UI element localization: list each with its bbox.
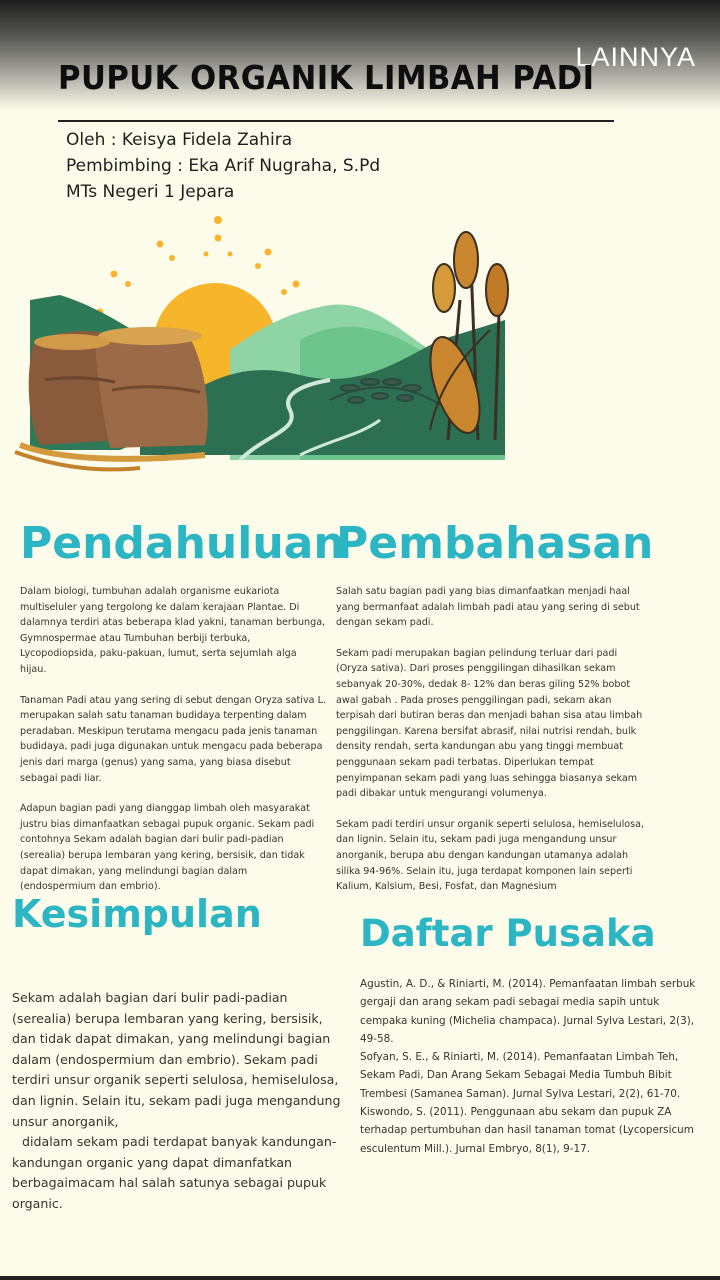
paragraph: Dalam biologi, tumbuhan adalah organisme eukariota multiseluler yang tergolong ke dalam kerajaan Plantae. Di dalamnya terdiri atas beberapa klad yakni, tanaman berbunga, Gymnospermae atau Tumbuhan berbiji terbuka, Lycopodiopsida, paku-pakuan, lumut, serta sejumlah alga hijau. xyxy=(20,586,326,675)
title-divider xyxy=(58,120,614,122)
rice-harvest-illustration xyxy=(0,200,720,500)
pembahasan-body xyxy=(336,584,648,910)
author-line: Oleh : Keisya Fidela Zahira xyxy=(66,130,293,150)
daftar-pusaka-heading: Daftar Pusaka xyxy=(360,912,656,955)
page-title: PUPUK ORGANIK LIMBAH PADI xyxy=(58,58,595,97)
kesimpulan-body xyxy=(12,988,348,1215)
pendahuluan-body xyxy=(20,584,326,910)
pendahuluan-heading: Pendahuluan xyxy=(20,518,345,569)
paragraph: Tanaman Padi atau yang sering di sebut dengan Oryza sativa L. merupakan salah satu tanaman budidaya terpenting dalam peradaban. Meskipun terutama mengacu pada jenis tanaman budidaya, padi juga digunakan untuk mengacu pada beberapa jenis dari marga (genus) yang sama, yang biasa disebut sebagai padi liar. xyxy=(20,694,326,784)
list-item: Sofyan, S. E., & Riniarti, M. (2014). Pemanfaatan Limbah Teh, Sekam Padi, Dan Arang Sekam Sebagai Media Tumbuh Bibit Trembesi (Samanea Saman). Jurnal Sylva Lestari, 2(2), 61-70. xyxy=(360,1051,681,1100)
pembahasan-heading: Pembahasan xyxy=(336,518,654,569)
paragraph: didalam sekam padi terdapat banyak kandungan-kandungan organic yang dapat dimanfatkan berbagaimacam hal salah satunya sebagai pupuk organic. xyxy=(12,1134,337,1211)
list-item: Agustin, A. D., & Riniarti, M. (2014). Pemanfaatan limbah serbuk gergaji dan arang sekam padi sebagai media sapih untuk cempaka kuning (Michelia champaca). Jurnal Sylva Lestari, 2(3), 49-58. xyxy=(360,978,696,1045)
paragraph: Salah satu bagian padi yang bias dimanfaatkan menjadi haal yang bermanfaat adalah limbah padi atau yang sering di sebut dengan sekam padi. xyxy=(336,586,640,629)
kesimpulan-heading: Kesimpulan xyxy=(12,892,262,936)
author-block xyxy=(66,127,380,205)
bottom-border xyxy=(0,1276,720,1280)
reference-list xyxy=(360,975,706,1158)
paragraph: Sekam padi merupakan bagian pelindung terluar dari padi (Oryza sativa). Dari proses penggilingan dihasilkan sekam sebanyak 20-30%, dedak 8- 12% dan beras giling 52% bobot awal gabah . Pada proses penggilingan padi, sekam akan terpisah dari butiran beras dan menjadi bahan sisa atau limbah penggilingan. Karena bersifat abrasif, nilai nutrisi rendah, bulk density rendah, serta kandungan abu yang tinggi membuat penggunaan sekam padi terbatas. Diperlukan tempat penyimpanan sekam padi yang luas sehingga biasanya sekam padi dibakar untuk mengurangi volumenya. xyxy=(336,647,643,800)
school-line: MTs Negeri 1 Jepara xyxy=(66,182,235,202)
paragraph: Sekam adalah bagian dari bulir padi-padian (serealia) berupa lembaran yang kering, bersisik, dan tidak dapat dimakan, yang melindungi bagian dalam (endospermium dan embrio). Sekam padi terdiri unsur organik seperti selulosa, hemiselulosa, dan lignin. Selain itu, sekam padi juga mengandung unsur anorganik, xyxy=(12,990,341,1129)
supervisor-line: Pembimbing : Eka Arif Nugraha, S.Pd xyxy=(66,156,381,176)
paragraph: Sekam padi terdiri unsur organik seperti selulosa, hemiselulosa, dan lignin. Selain itu, sekam padi juga mengandung unsur anorganik, berupa abu dengan kandungan utamanya adalah silika 94-96%. Selain itu, juga terdapat komponen lain seperti Kalium, Kalsium, Besi, Fosfat, dan Magnesium xyxy=(336,818,645,893)
more-button[interactable]: LAINNYA xyxy=(575,42,696,72)
paragraph: Adapun bagian padi yang dianggap limbah oleh masyarakat justru bias dimanfaatkan sebagai pupuk organic. Sekam padi contohnya Sekam adalah bagian dari bulir padi-padian (serealia) berupa lembaran yang kering, bersisik, dan tidak dapat dimakan, yang melindungi bagian dalam (endospermium dan embrio). xyxy=(20,803,315,893)
list-item: Kiswondo, S. (2011). Penggunaan abu sekam dan pupuk ZA terhadap pertumbuhan dan hasil tanaman tomat (Lycopersicum esculentum Mill.). Jurnal Embryo, 8(1), 9-17. xyxy=(360,1106,694,1155)
